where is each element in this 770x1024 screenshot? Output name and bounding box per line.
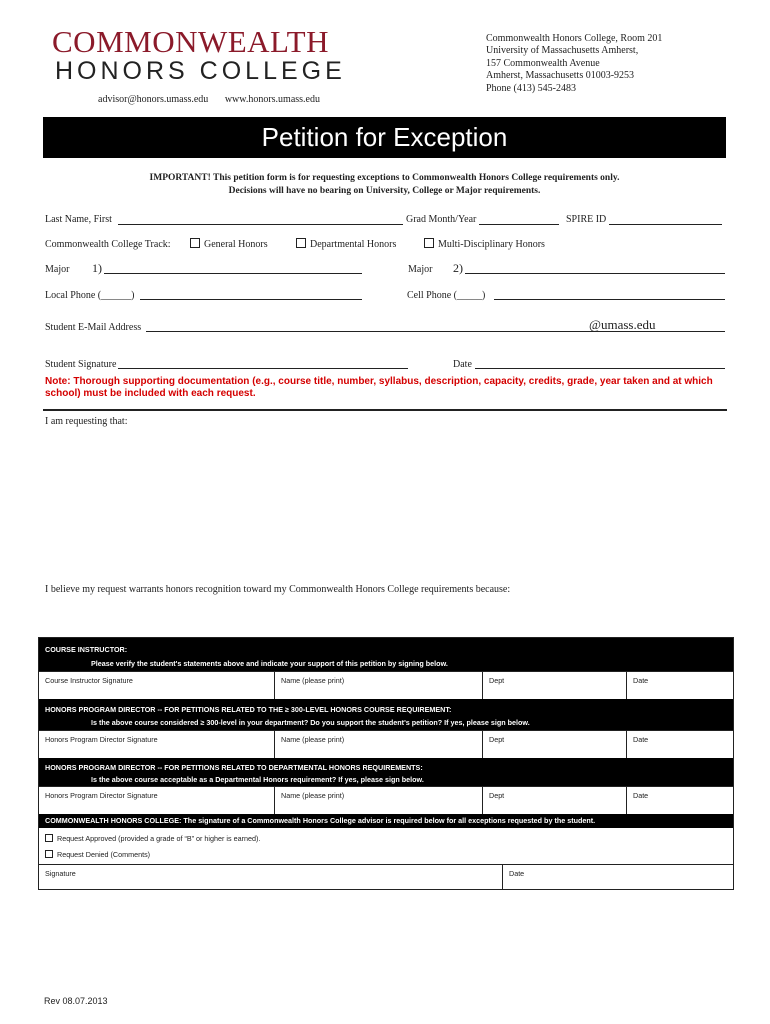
major-2-input[interactable]: [465, 273, 725, 274]
director2-sign-row: [39, 786, 733, 814]
chc-section-header: COMMONWEALTH HONORS COLLEGE: The signature of a Commonwealth Honors College advisor is required below for all exceptions requested by the student.: [39, 814, 733, 828]
address-line: Amherst, Massachusetts 01003-9253: [486, 70, 635, 82]
logo-honors-college: HONORS COLLEGE: [55, 57, 346, 85]
director1-signature-cell[interactable]: Honors Program Director Signature: [45, 735, 158, 744]
email-label: Student E-Mail Address: [45, 322, 142, 333]
major-1-input[interactable]: [104, 273, 362, 274]
section-title: HONORS PROGRAM DIRECTOR -- FOR PETITIONS RELATED TO DEPARTMENTAL HONORS REQUIREMENTS:: [45, 763, 423, 772]
divider: [43, 409, 727, 411]
date-input[interactable]: [475, 368, 725, 369]
believe-label: I believe my request warrants honors recognition toward my Commonwealth Honors College requirements because:: [45, 584, 511, 595]
believe-text-area[interactable]: [45, 598, 725, 628]
option-label: Multi-Disciplinary Honors: [438, 239, 545, 250]
track-general-option[interactable]: [190, 238, 268, 250]
checkbox[interactable]: [424, 238, 434, 248]
grad-label: Grad Month/Year: [406, 214, 477, 225]
address-line: 157 Commonwealth Avenue: [486, 57, 600, 69]
local-phone-area: (______): [97, 290, 135, 301]
director2-signature-cell[interactable]: Honors Program Director Signature: [45, 791, 158, 800]
track-multi-option[interactable]: [424, 238, 545, 250]
track-label: Commonwealth College Track:: [45, 239, 171, 250]
director1-dept-cell[interactable]: Dept: [482, 731, 626, 758]
director1-section-header: [39, 699, 733, 730]
track-departmental-option[interactable]: [296, 238, 396, 250]
cell-phone-label: [407, 290, 485, 301]
revision-label: Rev 08.07.2013: [44, 996, 108, 1006]
requesting-label: I am requesting that:: [45, 416, 128, 427]
major-2-num: 2): [453, 261, 463, 275]
section-title: COURSE INSTRUCTOR:: [45, 645, 128, 654]
director1-sign-row: [39, 730, 733, 758]
local-phone-input[interactable]: [140, 299, 362, 300]
contact-links: [98, 94, 334, 105]
website-link[interactable]: www.honors.umass.edu: [224, 94, 320, 105]
checkbox[interactable]: [45, 850, 53, 858]
checkbox[interactable]: [296, 238, 306, 248]
student-signature-label: Student Signature: [45, 359, 117, 370]
request-denied-option[interactable]: [39, 848, 733, 864]
section-subtitle: Please verify the student's statements above and indicate your support of this petition by signing below.: [91, 659, 448, 668]
address-line: Phone (413) 545-2483: [486, 82, 576, 94]
date-label: Date: [453, 359, 472, 370]
spire-label: SPIRE ID: [566, 214, 607, 225]
instructor-name-cell[interactable]: Name (please print): [274, 672, 482, 699]
instructor-signature-cell[interactable]: Course Instructor Signature: [45, 676, 133, 685]
instructor-dept-cell[interactable]: Dept: [482, 672, 626, 699]
director2-section-header: [39, 758, 733, 786]
approval-table: [38, 637, 734, 890]
director2-name-cell[interactable]: Name (please print): [274, 787, 482, 814]
option-label: General Honors: [204, 239, 268, 250]
important-line-2: Decisions will have no bearing on University, College or Major requirements.: [228, 185, 541, 196]
requesting-text-area[interactable]: [45, 430, 725, 570]
chc-sign-row: [39, 864, 733, 889]
major-label-1: Major: [45, 264, 70, 275]
major-1-num: 1): [92, 261, 102, 275]
instructor-date-cell[interactable]: Date: [626, 672, 733, 699]
address-line: University of Massachusetts Amherst,: [486, 45, 639, 57]
option-label: Departmental Honors: [310, 239, 397, 250]
grad-input[interactable]: [479, 224, 559, 225]
director1-name-cell[interactable]: Name (please print): [274, 731, 482, 758]
email-suffix: @umass.edu: [589, 317, 656, 332]
last-first-input[interactable]: [118, 224, 403, 225]
instructor-section-header: [39, 638, 733, 671]
important-notice: [43, 172, 726, 197]
director2-date-cell[interactable]: Date: [626, 787, 733, 814]
last-first-label: Last Name, First: [45, 214, 112, 225]
director2-dept-cell[interactable]: Dept: [482, 787, 626, 814]
director1-date-cell[interactable]: Date: [626, 731, 733, 758]
cell-phone-text: Cell Phone: [407, 290, 452, 301]
address-block: [486, 33, 662, 95]
chc-signature-cell[interactable]: Signature: [45, 869, 76, 878]
advisor-email[interactable]: advisor@honors.umass.edu: [98, 94, 209, 105]
cell-phone-input[interactable]: [494, 299, 725, 300]
major-label-2: Major: [408, 264, 433, 275]
spire-input[interactable]: [609, 224, 722, 225]
section-subtitle: Is the above course considered ≥ 300-level in your department? Do you support the student's petition? If yes, please sign below.: [91, 718, 530, 727]
chc-date-cell[interactable]: Date: [502, 865, 733, 889]
checkbox[interactable]: [45, 834, 53, 842]
section-title: HONORS PROGRAM DIRECTOR -- FOR PETITIONS RELATED TO THE ≥ 300-LEVEL HONORS COURSE REQUIREMENT:: [45, 705, 452, 714]
form-title: Petition for Exception: [43, 117, 726, 158]
logo-commonwealth: COMMONWEALTH: [52, 24, 329, 59]
option-label: Request Approved (provided a grade of “B” or higher is earned).: [57, 834, 261, 843]
address-line: Commonwealth Honors College, Room 201: [486, 33, 663, 44]
instructor-sign-row: [39, 671, 733, 699]
important-line-1: IMPORTANT! This petition form is for requesting exceptions to Commonwealth Honors College requirements only.: [149, 173, 620, 183]
checkbox[interactable]: [190, 238, 200, 248]
section-subtitle: Is the above course acceptable as a Departmental Honors requirement? If yes, please sign below.: [91, 775, 424, 784]
student-signature-input[interactable]: [118, 368, 408, 369]
documentation-note: Note: Thorough supporting documentation (e.g., course title, number, syllabus, description, capacity, credits, grade, year taken and at which school) must be included with each request.: [45, 376, 713, 399]
local-phone-text: Local Phone: [45, 290, 96, 301]
cell-phone-area: (_____): [453, 290, 486, 301]
request-approved-option[interactable]: [39, 828, 733, 848]
local-phone-label: [45, 290, 134, 301]
option-label: Request Denied (Comments): [57, 850, 151, 859]
